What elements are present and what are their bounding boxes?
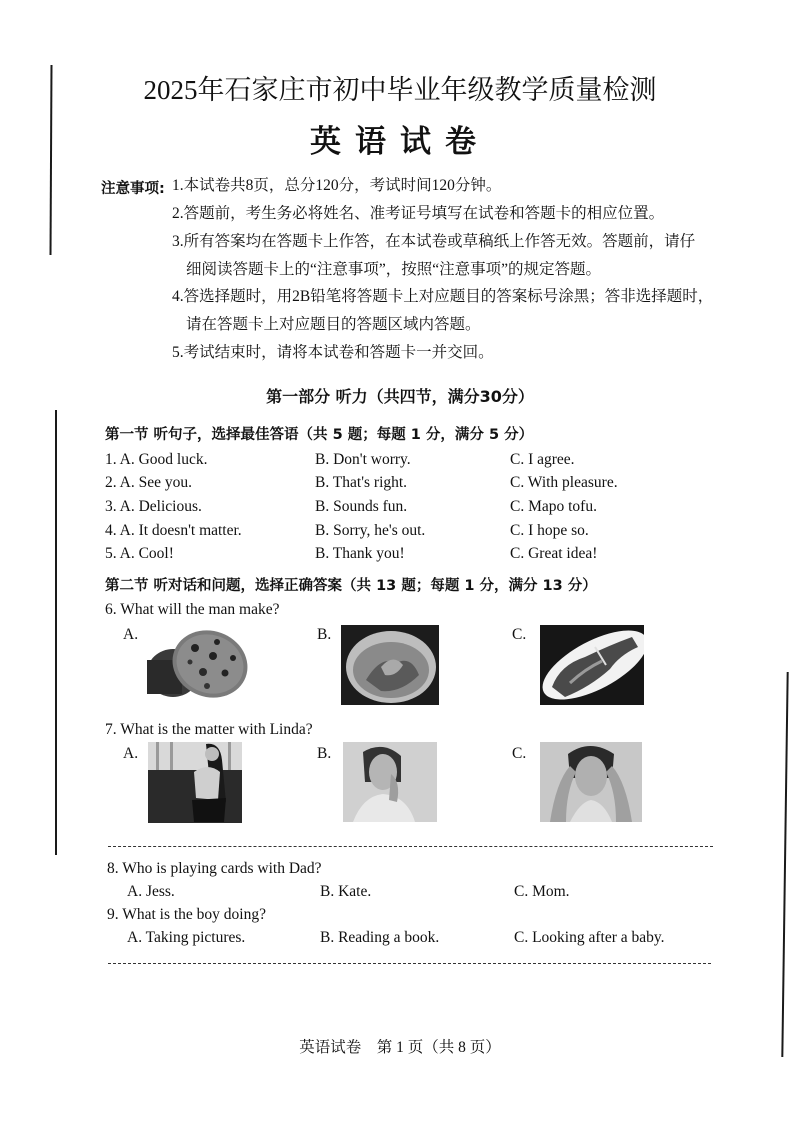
notes-label: 注意事项: xyxy=(101,181,165,197)
section2-title: 第二节 听对话和问题，选择正确答案（共 13 题；每题 1 分，满分 13 分） xyxy=(105,578,597,594)
q5-option-c: C. Great idea! xyxy=(510,545,598,562)
q4-option-b: B. Sorry, he's out. xyxy=(315,522,426,539)
left-margin-line-bottom xyxy=(55,410,57,855)
q1-option-c: C. I agree. xyxy=(510,451,575,468)
q2-option-c: C. With pleasure. xyxy=(510,474,618,491)
note-item-2: 2.答题前，考生务必将姓名、准考证号填写在试卷和答题卡的相应位置。 xyxy=(172,205,665,222)
q2-option-b: B. That's right. xyxy=(315,474,408,491)
woman-headache-image xyxy=(540,742,642,822)
q3-option-b: B. Sounds fun. xyxy=(315,498,408,515)
q7-text: 7. What is the matter with Linda? xyxy=(105,721,313,738)
exam-subtitle: 英语试卷 xyxy=(310,124,490,160)
q5-option-a: 5. A. Cool! xyxy=(105,545,174,562)
q8-option-c: C. Mom. xyxy=(514,883,570,900)
q6-label-a: A. xyxy=(123,626,139,643)
q4-option-c: C. I hope so. xyxy=(510,522,589,539)
q3-option-c: C. Mapo tofu. xyxy=(510,498,597,515)
q6-label-c: C. xyxy=(512,626,527,643)
part1-title: 第一部分 听力（共四节，满分30分） xyxy=(266,387,534,406)
q9-text: 9. What is the boy doing? xyxy=(107,906,266,923)
note-item-3-cont: 细阅读答题卡上的“注意事项”，按照“注意事项”的规定答题。 xyxy=(186,261,602,278)
fish-plate-image xyxy=(540,625,644,705)
bowl-soup-image xyxy=(341,625,439,705)
q1-option-b: B. Don't worry. xyxy=(315,451,411,468)
q4-option-a: 4. A. It doesn't matter. xyxy=(105,522,242,539)
note-item-3: 3.所有答案均在答题卡上作答，在本试卷或草稿纸上作答无效。答题前，请仔 xyxy=(172,233,696,250)
note-item-4: 4.答选择题时，用2B铅笔将答题卡上对应题目的答案标号涂黑；答非选择题时， xyxy=(172,288,714,305)
q3-option-a: 3. A. Delicious. xyxy=(105,498,202,515)
q8-text: 8. Who is playing cards with Dad? xyxy=(107,860,322,877)
note-item-4-cont: 请在答题卡上对应题目的答题区域内答题。 xyxy=(186,316,481,333)
dashed-separator-2 xyxy=(108,963,711,964)
q6-label-b: B. xyxy=(317,626,332,643)
right-margin-line xyxy=(781,672,788,1057)
q5-option-b: B. Thank you! xyxy=(315,545,405,562)
q9-option-c: C. Looking after a baby. xyxy=(514,929,665,946)
note-item-5: 5.考试结束时，请将本试卷和答题卡一并交回。 xyxy=(172,344,494,361)
q9-option-b: B. Reading a book. xyxy=(320,929,440,946)
woman-toothache-image xyxy=(343,742,437,822)
q7-label-c: C. xyxy=(512,745,527,762)
cookies-image xyxy=(145,628,250,700)
q7-label-a: A. xyxy=(123,745,139,762)
q7-label-b: B. xyxy=(317,745,332,762)
page-footer: 英语试卷 第 1 页（共 8 页） xyxy=(299,1039,501,1056)
q1-option-a: 1. A. Good luck. xyxy=(105,451,208,468)
q6-text: 6. What will the man make? xyxy=(105,601,280,618)
q9-option-a: A. Taking pictures. xyxy=(127,929,246,946)
note-item-1: 1.本试卷共8页，总分120分，考试时间120分钟。 xyxy=(172,177,502,194)
q8-option-a: A. Jess. xyxy=(127,883,175,900)
dashed-separator-1 xyxy=(108,846,713,847)
woman-stomachache-image xyxy=(148,742,242,823)
q8-option-b: B. Kate. xyxy=(320,883,372,900)
exam-title: 2025年石家庄市初中毕业年级教学质量检测 xyxy=(143,75,657,105)
section1-title: 第一节 听句子，选择最佳答语（共 5 题；每题 1 分，满分 5 分） xyxy=(105,427,534,443)
q2-option-a: 2. A. See you. xyxy=(105,474,192,491)
